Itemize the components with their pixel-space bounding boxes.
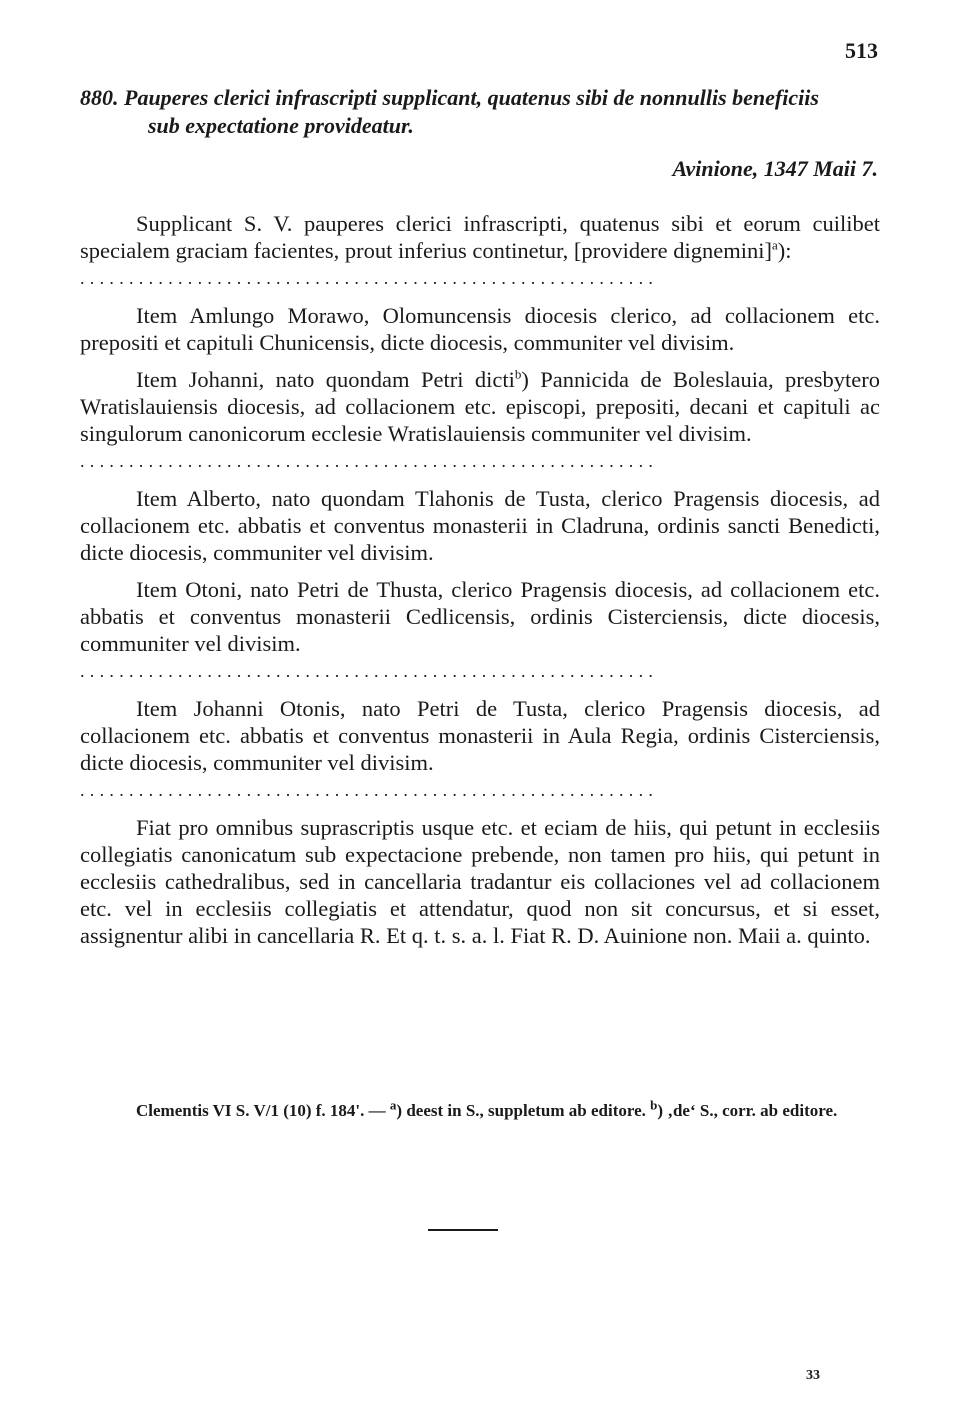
paragraph-item-johanni: Item Johanni, nato quondam Petri dicti$^b$) Pannicida de Boleslauia, presbytero Wratislauiensis diocesis, ad collacionem etc. episcopi, prepositi, decani et capituli ac singulorum canonicorum ecclesie Wratislauiensis communiter vel divisim. [80, 366, 880, 446]
entry-title: Pauperes clerici infrascripti supplicant, quatenus sibi de nonnullis beneficiis [124, 85, 819, 110]
ellipsis-divider: ........................................................... [80, 451, 659, 471]
paragraph-item-amlungo: Item Amlungo Morawo, Olomuncensis diocesis clerico, ad collacionem etc. prepositi et capituli Chunicensis, dicte diocesis, communiter vel divisim. [80, 303, 880, 355]
footnote-source: Clementis VI S. V/1 (10) f. 184'. — [136, 1101, 386, 1120]
paragraph-item-alberto: Item Alberto, nato quondam Tlahonis de Tusta, clerico Pragensis diocesis, ad collacionem etc. abbatis et conventus monasterii in Cladruna, ordinis sancti Benedicti, dicte diocesis, communiter vel divisim. [80, 486, 880, 565]
footnote-b-text: ) ‚de‘ S., corr. ab editore. [657, 1101, 838, 1120]
page-number: 513 [845, 38, 878, 63]
entry-title-line2: sub expectatione provideatur. [148, 113, 414, 138]
footnotes [80, 1098, 880, 1123]
footnote-marker-b: b [514, 366, 522, 382]
signature-mark: 33 [806, 1368, 820, 1383]
end-rule [428, 1229, 498, 1231]
document-body [80, 210, 880, 949]
footnote-a-mark: a [389, 1097, 397, 1113]
paragraph-item-otoni: Item Otoni, nato Petri de Thusta, clerico Pragensis diocesis, ad collacionem etc. abbatis et conventus monasterii Cedlicensis, ordinis Cisterciensis, dicte diocesis, communiter vel divisim. [80, 577, 880, 656]
place-date: Avinione, 1347 Maii 7. [672, 156, 878, 181]
ellipsis-divider: ........................................................... [80, 780, 659, 800]
footnote-b-mark: b [650, 1097, 658, 1113]
ellipsis-divider: ........................................................... [80, 661, 659, 681]
entry-title-line1 [80, 84, 880, 112]
paragraph-intro: Supplicant S. V. pauperes clerici infrascripti, quatenus sibi et eorum cuilibet specialem graciam facientes, prout inferius continetur, [providere dignemini]$^a$): [80, 211, 880, 263]
ellipsis-divider: ........................................................... [80, 268, 659, 288]
entry-number: 880. [80, 85, 119, 110]
paragraph-fiat: Fiat pro omnibus suprascriptis usque etc. et eciam de hiis, qui petunt in ecclesiis collegiatis canonicatum sub expectacione prebende, non tamen pro hiis, qui petunt in ecclesiis cathedralibus, sed in cancellaria tradantur eis collaciones vel ad collacionem etc. vel in ecclesiis collegiatis et attendatur, quod non sit concursus, et si esset, assignentur alibi in cancellaria R. Et q. t. s. a. l. Fiat R. D. Auinione non. Maii a. quinto. [80, 815, 880, 948]
footnote-a-text: ) deest in S., suppletum ab editore. [396, 1101, 646, 1120]
entry-header [80, 84, 880, 140]
paragraph-item-johanni-otonis: Item Johanni Otonis, nato Petri de Tusta, clerico Pragensis diocesis, ad collacionem etc. abbatis et conventus monasterii in Aula Regia, ordinis Cisterciensis, dicte diocesis, communiter vel divisim. [80, 696, 880, 775]
footnote-marker-a: a [771, 237, 778, 253]
